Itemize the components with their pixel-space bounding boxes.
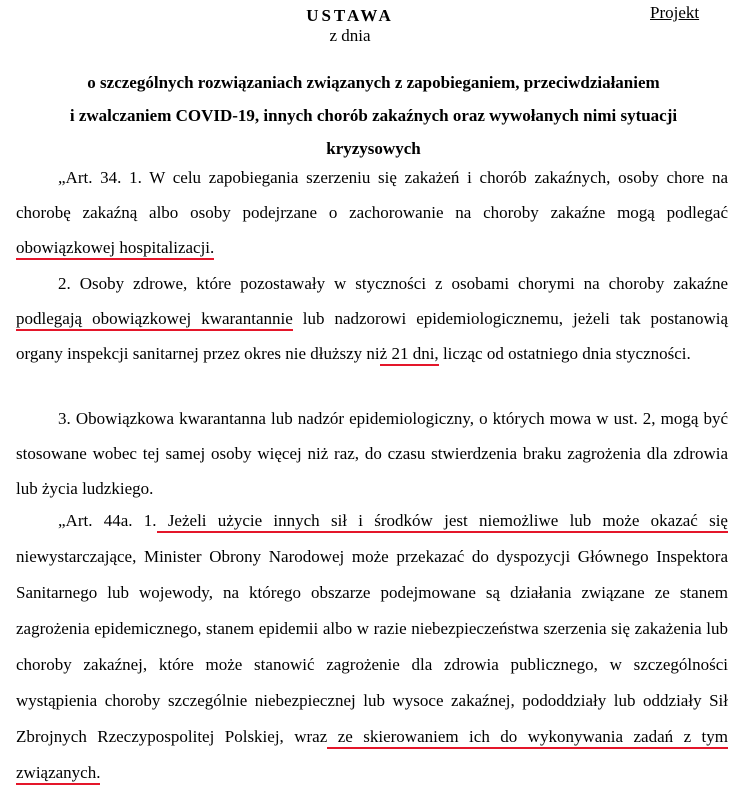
act-heading (0, 66, 747, 165)
art34-paragraph-1: „Art. 34. 1. W celu zapobiegania szerzeniu się zakażeń i chorób zakaźnych, osoby chore na chorobę zakaźną albo osoby podejrzane o zachorowanie na choroby zakaźne mogą podlegać obowiązkowej hospitalizacji. (16, 160, 728, 265)
heading-line-1: o szczególnych rozwiązaniach związanych z zapobieganiem, przeciwdziałaniem (87, 73, 660, 92)
art34-paragraph-2: 2. Osoby zdrowe, które pozostawały w styczności z osobami chorymi na choroby zakaźne podlegają obowiązkowej kwarantannie lub nadzorowi epidemiologicznemu, jeżeli tak postanowią organy inspekcji sanitarnej przez okres nie dłuższy niż 21 dni, licząc od ostatniego dnia styczności. (16, 266, 728, 371)
heading-line-3: kryzysowych (326, 139, 421, 158)
highlight-tasks-assignment: ze skierowaniem ich do wykonywania zadań z tym związanych. (16, 727, 728, 785)
highlight-quarantine: podlegają obowiązkowej kwarantannie (16, 309, 293, 331)
highlight-21-days: ż 21 dni, (380, 344, 439, 366)
highlight-other-forces: Jeżeli użycie innych sił i środków jest niemożliwe lub może okazać się (157, 511, 728, 533)
projekt-label[interactable]: Projekt (650, 3, 700, 22)
act-title: USTAWA (306, 6, 394, 25)
highlight-hospitalization: obowiązkowej hospitalizacji. (16, 238, 214, 260)
art34-paragraph-3: 3. Obowiązkowa kwarantanna lub nadzór epidemiologiczny, o których mowa w ust. 2, mogą być stosowane wobec tej samej osoby więcej niż raz, do czasu stwierdzenia braku zagrożenia dla zdrowia lub życia ludzkiego. (16, 409, 728, 498)
act-date-line: z dnia (329, 26, 371, 45)
art44a-paragraph: „Art. 44a. 1. Jeżeli użycie innych sił i środków jest niemożliwe lub może okazać się niewystarczające, Minister Obrony Narodowej może przekazać do dyspozycji Głównego Inspektora Sanitarnego lub wojewody, na którego obszarze podejmowane są działania związane ze stanem zagrożenia epidemicznego, stanem epidemii albo w razie niebezpieczeństwa szerzenia się zakażenia lub choroby zakaźnej, które może stanowić zagrożenie dla zdrowia publicznego, w szczególności wystąpienia choroby szczególnie niebezpiecznej lub wysoce zakaźnej, pododdziały lub oddziały Sił Zbrojnych Rzeczypospolitej Polskiej, wraz ze skierowaniem ich do wykonywania zadań z tym związanych. (16, 503, 728, 791)
heading-line-2: i zwalczaniem COVID-19, innych chorób zakaźnych oraz wywołanych nimi sytuacji (69, 106, 678, 125)
